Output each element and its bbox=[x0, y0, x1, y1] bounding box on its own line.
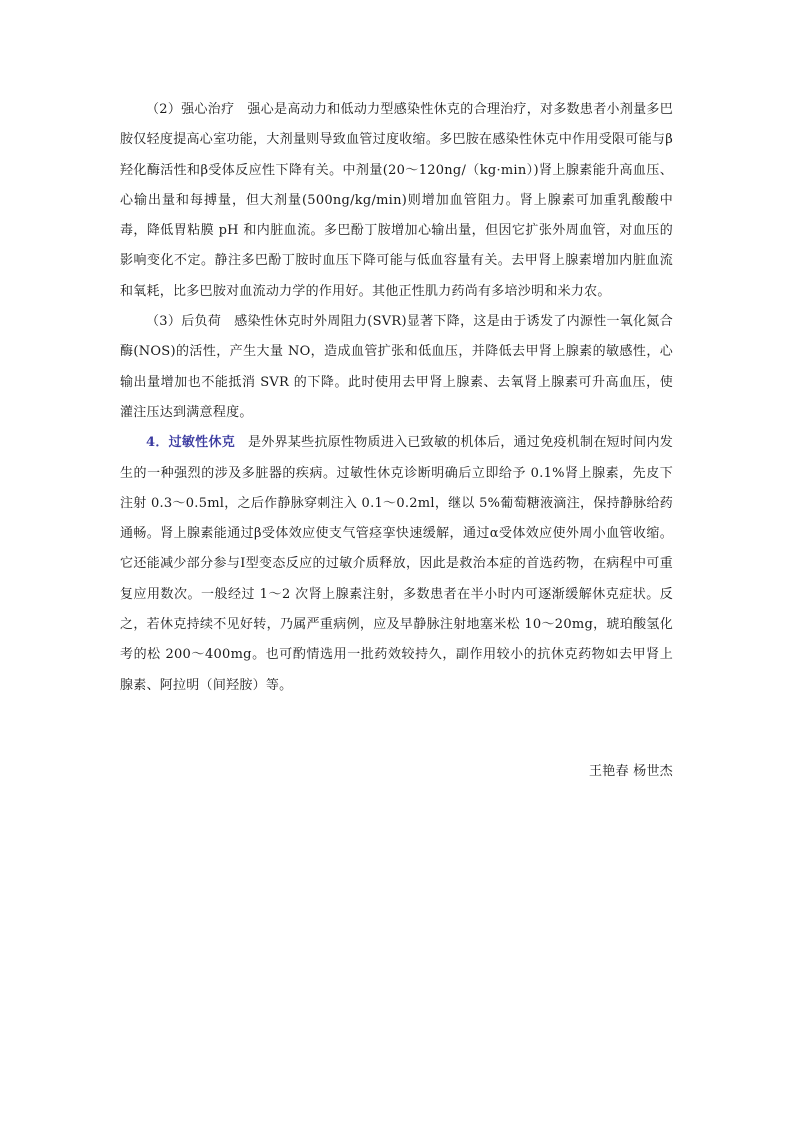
document-body bbox=[120, 95, 673, 701]
paragraph-label: （3）后负荷 bbox=[146, 314, 222, 330]
section-heading: 4．过敏性休克 bbox=[146, 435, 236, 451]
paragraph-text: 感染性休克时外周阻力(SVR)显著下降，这是由于诱发了内源性一氧化氮合酶(NOS)的活性，产生大量 NO，造成血管扩张和低血压，并降低去甲肾上腺素的敏感性，心输出量增加也不能抵消 SVR 的下降。此时使用去甲肾上腺素、去氧肾上腺素可升高血压，使灌注压达到满意程度。 bbox=[120, 314, 673, 420]
paragraph-inotropic-therapy bbox=[120, 95, 673, 307]
paragraph-text: 强心是高动力和低动力型感染性休克的合理治疗，对多数患者小剂量多巴胺仅轻度提高心室功能，大剂量则导致血管过度收缩。多巴胺在感染性休克中作用受限可能与β羟化酶活性和β受体反应性下降有关。中剂量(20～120ng/（kg·min）)肾上腺素能升高血压、心输出量和每搏量，但大剂量(500ng/kg/min)则增加血管阻力。肾上腺素可加重乳酸酸中毒，降低胃粘膜 pH 和内脏血流。多巴酚丁胺增加心输出量，但因它扩张外周血管，对血压的影响变化不定。静注多巴酚丁胺时血压下降可能与低血容量有关。去甲肾上腺素增加内脏血流和氧耗，比多巴胺对血流动力学的作用好。其他正性肌力药尚有多培沙明和米力农。 bbox=[120, 102, 673, 299]
paragraph-label: （2）强心治疗 bbox=[146, 102, 235, 117]
paragraph-text: 是外界某些抗原性物质进入已致敏的机体后，通过免疫机制在短时间内发生的一种强烈的涉及多脏器的疾病。过敏性休克诊断明确后立即给予 0.1%肾上腺素，先皮下注射 0.3～0.5ml，之后作静脉穿刺注入 0.1～0.2ml，继以 5%葡萄糖液滴注，保持静脉给药通畅。肾上腺素能通过β受体效应使支气管痉挛快速缓解，通过α受体效应使外周小血管收缩。它还能减少部分参与Ⅰ型变态反应的过敏介质释放，因此是救治本症的首选药物，在病程中可重复应用数次。一般经过 1～2 次肾上腺素注射，多数患者在半小时内可逐渐缓解休克症状。反之，若休克持续不见好转，乃属严重病例，应及早静脉注射地塞米松 10～20mg，琥珀酸氢化考的松 200～400mg。也可酌情选用一批药效较持久，副作用较小的抗休克药物如去甲肾上腺素、阿拉明（间羟胺）等。 bbox=[120, 435, 673, 693]
paragraph-afterload bbox=[120, 307, 673, 428]
author-signature: 王艳春 杨世杰 bbox=[589, 764, 673, 779]
paragraph-anaphylactic-shock bbox=[120, 428, 673, 701]
